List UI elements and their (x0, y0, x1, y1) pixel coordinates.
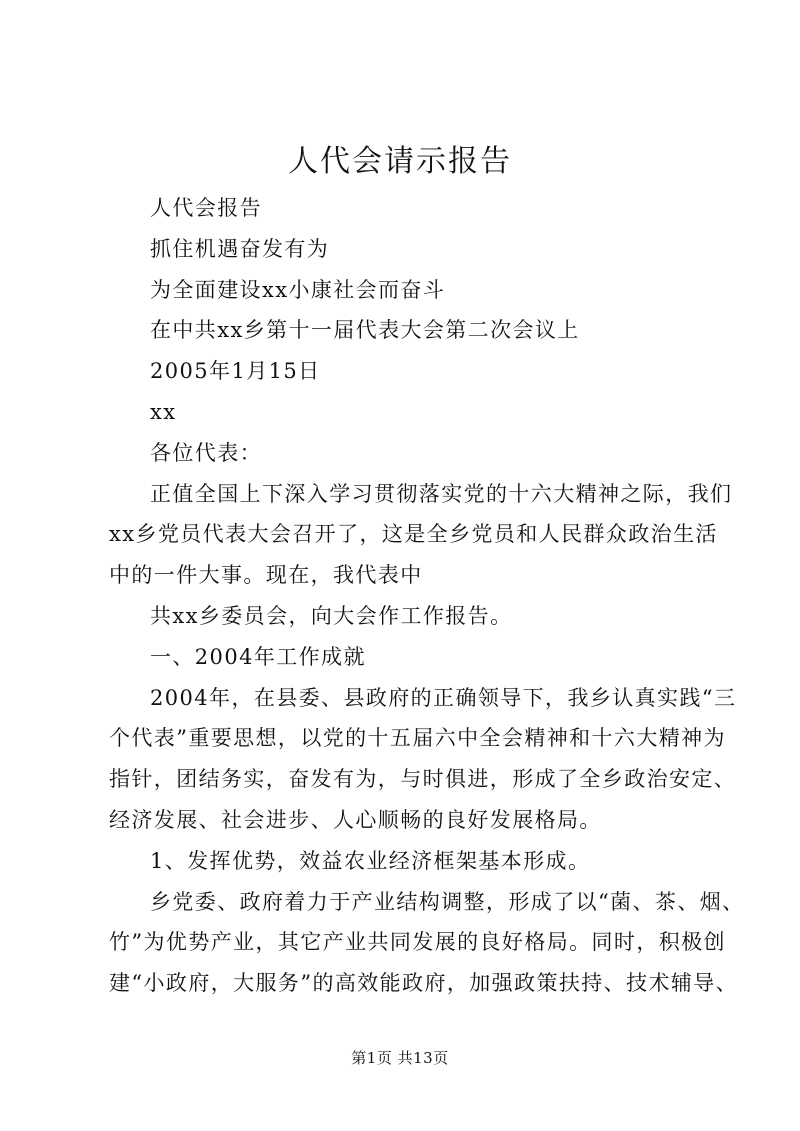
section-heading: 一、2004年工作成就 (150, 644, 366, 669)
body-line: 乡党委、政府着力于产业结构调整，形成了以“菌、茶、烟、 (150, 889, 745, 914)
document-title: 人代会请示报告 (288, 144, 512, 179)
body-line: 2004年，在县委、县政府的正确领导下，我乡认真实践“三 (150, 685, 737, 710)
body-line: 抓住机遇奋发有为 (150, 236, 330, 261)
body-line: 指针，团结务实，奋发有为，与时俱进，形成了全乡政治安定、 (109, 767, 737, 792)
page-footer: 第1页 共13页 (351, 1049, 449, 1067)
body-line: 中的一件大事。现在，我代表中 (109, 563, 423, 588)
document-body (109, 188, 745, 1004)
body-line: xx乡党员代表大会召开了，这是全乡党员和人民群众政治生活 (109, 522, 718, 547)
body-line: 2005年1月15日 (150, 359, 321, 384)
body-line: xx (150, 399, 177, 424)
body-line: 共xx乡委员会，向大会作工作报告。 (150, 603, 513, 628)
body-line: 在中共xx乡第十一届代表大会第二次会议上 (150, 318, 580, 343)
subsection-heading: 1、发挥优势，效益农业经济框架基本形成。 (150, 848, 591, 873)
body-line: 竹”为优势产业，其它产业共同发展的良好格局。同时，积极创 (109, 930, 726, 955)
body-line: 正值全国上下深入学习贯彻落实党的十六大精神之际，我们 (150, 481, 733, 506)
body-line: 为全面建设xx小康社会而奋斗 (150, 277, 446, 302)
body-line: 各位代表： (150, 440, 262, 465)
body-line: 个代表”重要思想，以党的十五届六中全会精神和十六大精神为 (109, 726, 726, 751)
body-line: 经济发展、社会进步、人心顺畅的良好发展格局。 (109, 807, 602, 832)
body-line: 人代会报告 (150, 196, 262, 220)
body-line: 建“小政府，大服务”的高效能政府，加强政策扶持、技术辅导、 (109, 971, 739, 996)
